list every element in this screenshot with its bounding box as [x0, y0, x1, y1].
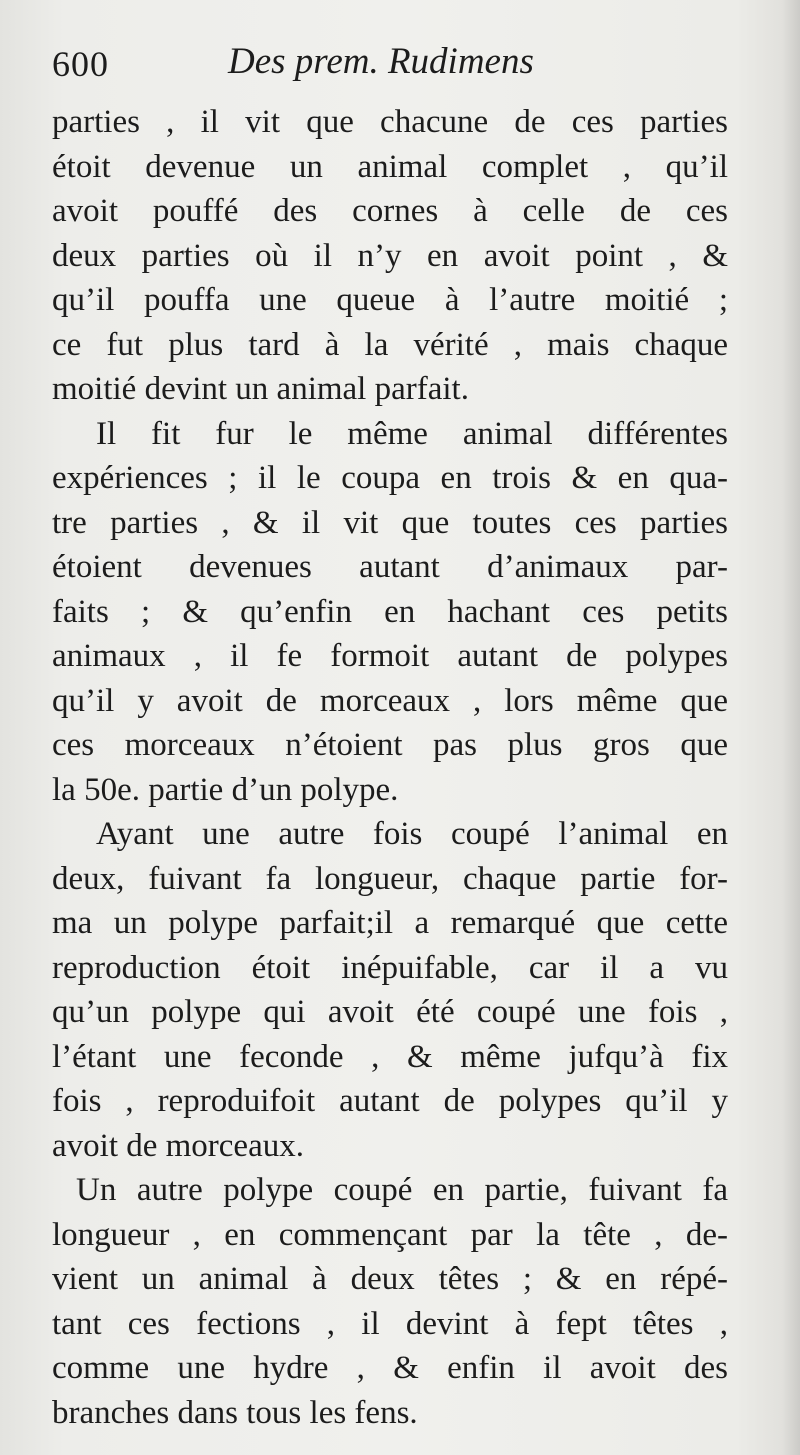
- text-line: ces morceaux n’étoient pas plus gros que: [52, 727, 728, 763]
- text-line: qu’un polype qui avoit été coupé une fois ,: [52, 994, 728, 1030]
- page-number: 600: [52, 44, 109, 84]
- text-line: longueur , en commençant par la tête , de-: [52, 1216, 728, 1253]
- text-line: qu’il pouffa une queue à l’autre moitié ;: [52, 282, 728, 318]
- text-line: animaux , il fe formoit autant de polypes: [52, 638, 728, 674]
- text-line: comme une hydre , & enfin il avoit des: [52, 1350, 728, 1386]
- paragraph: [52, 100, 728, 412]
- body-text: [52, 100, 728, 1435]
- text-line: Un autre polype coupé en partie, fuivant fa: [76, 1172, 728, 1208]
- text-line: étoient devenues autant d’animaux par-: [52, 549, 728, 585]
- text-line: avoit pouffé des cornes à celle de ces: [52, 193, 728, 229]
- running-head: Des prem. Rudimens: [228, 41, 534, 82]
- page-gutter-shadow: [782, 0, 800, 1455]
- text-line: la 50e. partie d’un polype.: [52, 771, 399, 808]
- page-header: [52, 38, 752, 90]
- text-line: qu’il y avoit de morceaux , lors même que: [52, 682, 728, 719]
- text-line: faits ; & qu’enfin en hachant ces petits: [52, 593, 728, 630]
- text-line: reproduction étoit inépuifable, car il a vu: [52, 949, 728, 986]
- text-line: fois , reproduifoit autant de polypes qu’il y: [52, 1083, 728, 1119]
- text-line: deux, fuivant fa longueur, chaque partie for-: [52, 860, 728, 897]
- text-line: tre parties , & il vit que toutes ces parties: [52, 504, 728, 541]
- text-line: Ayant une autre fois coupé l’animal en: [96, 816, 728, 852]
- text-line: l’étant une feconde , & même jufqu’à fix: [52, 1038, 728, 1075]
- text-line: étoit devenue un animal complet , qu’il: [52, 148, 728, 185]
- text-line: moitié devint un animal parfait.: [52, 371, 469, 407]
- text-line: vient un animal à deux têtes ; & en répé-: [52, 1261, 728, 1297]
- text-line: ma un polype parfait;il a remarqué que cette: [52, 905, 728, 941]
- paragraph: [52, 412, 728, 813]
- text-line: expériences ; il le coupa en trois & en qua-: [52, 460, 728, 496]
- paragraph: [52, 812, 728, 1168]
- text-line: Il fit fur le même animal différentes: [96, 415, 728, 452]
- paragraph: [52, 1168, 728, 1435]
- text-line: ce fut plus tard à la vérité , mais chaque: [52, 326, 728, 363]
- text-line: avoit de morceaux.: [52, 1127, 304, 1164]
- text-line: branches dans tous les fens.: [52, 1394, 418, 1431]
- text-line: parties , il vit que chacune de ces parties: [52, 104, 728, 140]
- text-line: deux parties où il n’y en avoit point , &: [52, 237, 728, 274]
- text-line: tant ces fections , il devint à fept têtes ,: [52, 1305, 728, 1342]
